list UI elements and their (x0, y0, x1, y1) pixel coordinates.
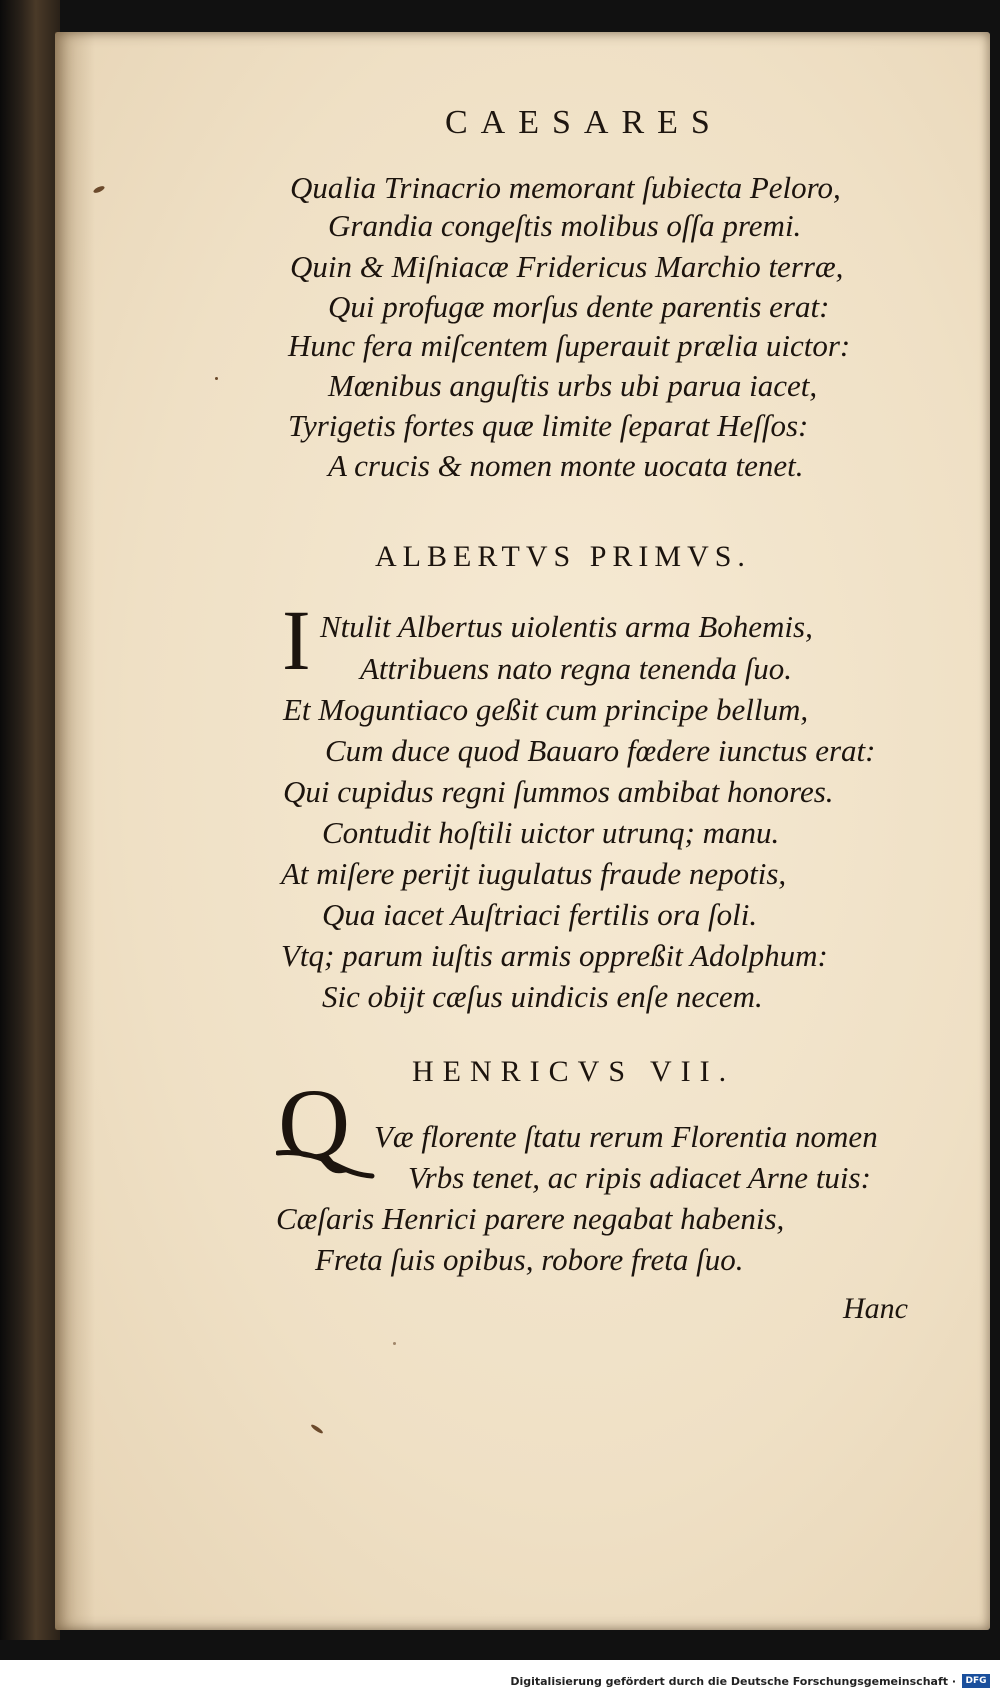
verse-line: Hunc fera miſcentem ſuperauit prælia uictor: (288, 328, 851, 363)
verse-line: Contudit hoſtili uictor utrunq; manu. (322, 815, 780, 850)
paper-speck (393, 1342, 396, 1345)
paper-stain (310, 1423, 324, 1434)
verse-line: Cæſaris Henrici parere negabat habenis, (276, 1201, 785, 1236)
book-edge (0, 0, 60, 1640)
verse-line: Attribuens nato regna tenenda ſuo. (360, 651, 792, 686)
verse-line: Et Moguntiaco geßit cum principe bellum, (283, 692, 809, 727)
section-heading: ALBERTVS PRIMVS. (375, 540, 751, 573)
paper-speck (215, 377, 218, 380)
verse-line: Qui cupidus regni ſummos ambibat honores. (283, 774, 834, 809)
verse-line: Ntulit Albertus uiolentis arma Bohemis, (320, 609, 813, 644)
funding-credit: Digitalisierung gefördert durch die Deutsche Forschungsgemeinschaft · (510, 1675, 956, 1688)
verse-line: Tyrigetis fortes quæ limite ſeparat Heſſos: (288, 408, 809, 443)
drop-cap-initial: Q (278, 1068, 351, 1179)
verse-line: Sic obijt cæſus uindicis enſe necem. (322, 979, 763, 1014)
running-head: CAESARES (445, 104, 723, 141)
ornamental-flourish (276, 1149, 376, 1179)
page-gutter-shadow (55, 32, 95, 1630)
verse-line: Væ florente ſtatu rerum Florentia nomen (374, 1119, 878, 1154)
verse-line: At miſere perijt iugulatus fraude nepotis, (281, 856, 787, 891)
verse-line: Quin & Miſniacæ Fridericus Marchio terræ, (290, 249, 844, 284)
verse-line: Mœnibus anguſtis urbs ubi parua iacet, (328, 368, 818, 403)
verse-line: Qui profugæ morſus dente parentis erat: (328, 289, 830, 324)
section-heading: HENRICVS VII. (412, 1055, 736, 1088)
verse-line: Qualia Trinacrio memorant ſubiecta Peloro, (290, 170, 841, 205)
verse-line: Grandia congeſtis molibus oſſa premi. (328, 208, 802, 243)
verse-line: A crucis & nomen monte uocata tenet. (328, 448, 804, 483)
verse-line: Cum duce quod Bauaro fœdere iunctus erat: (325, 733, 876, 768)
catchword: Hanc (843, 1292, 908, 1325)
verse-line: Vrbs tenet, ac ripis adiacet Arne tuis: (408, 1160, 871, 1195)
verse-line: Freta ſuis opibus, robore freta ſuo. (315, 1242, 744, 1277)
verse-line: Vtq; parum iuſtis armis oppreßit Adolphum: (281, 938, 828, 973)
drop-cap-initial: I (282, 592, 311, 688)
dfg-logo: DFG (962, 1674, 990, 1688)
verse-line: Qua iacet Auſtriaci fertilis ora ſoli. (322, 897, 758, 932)
